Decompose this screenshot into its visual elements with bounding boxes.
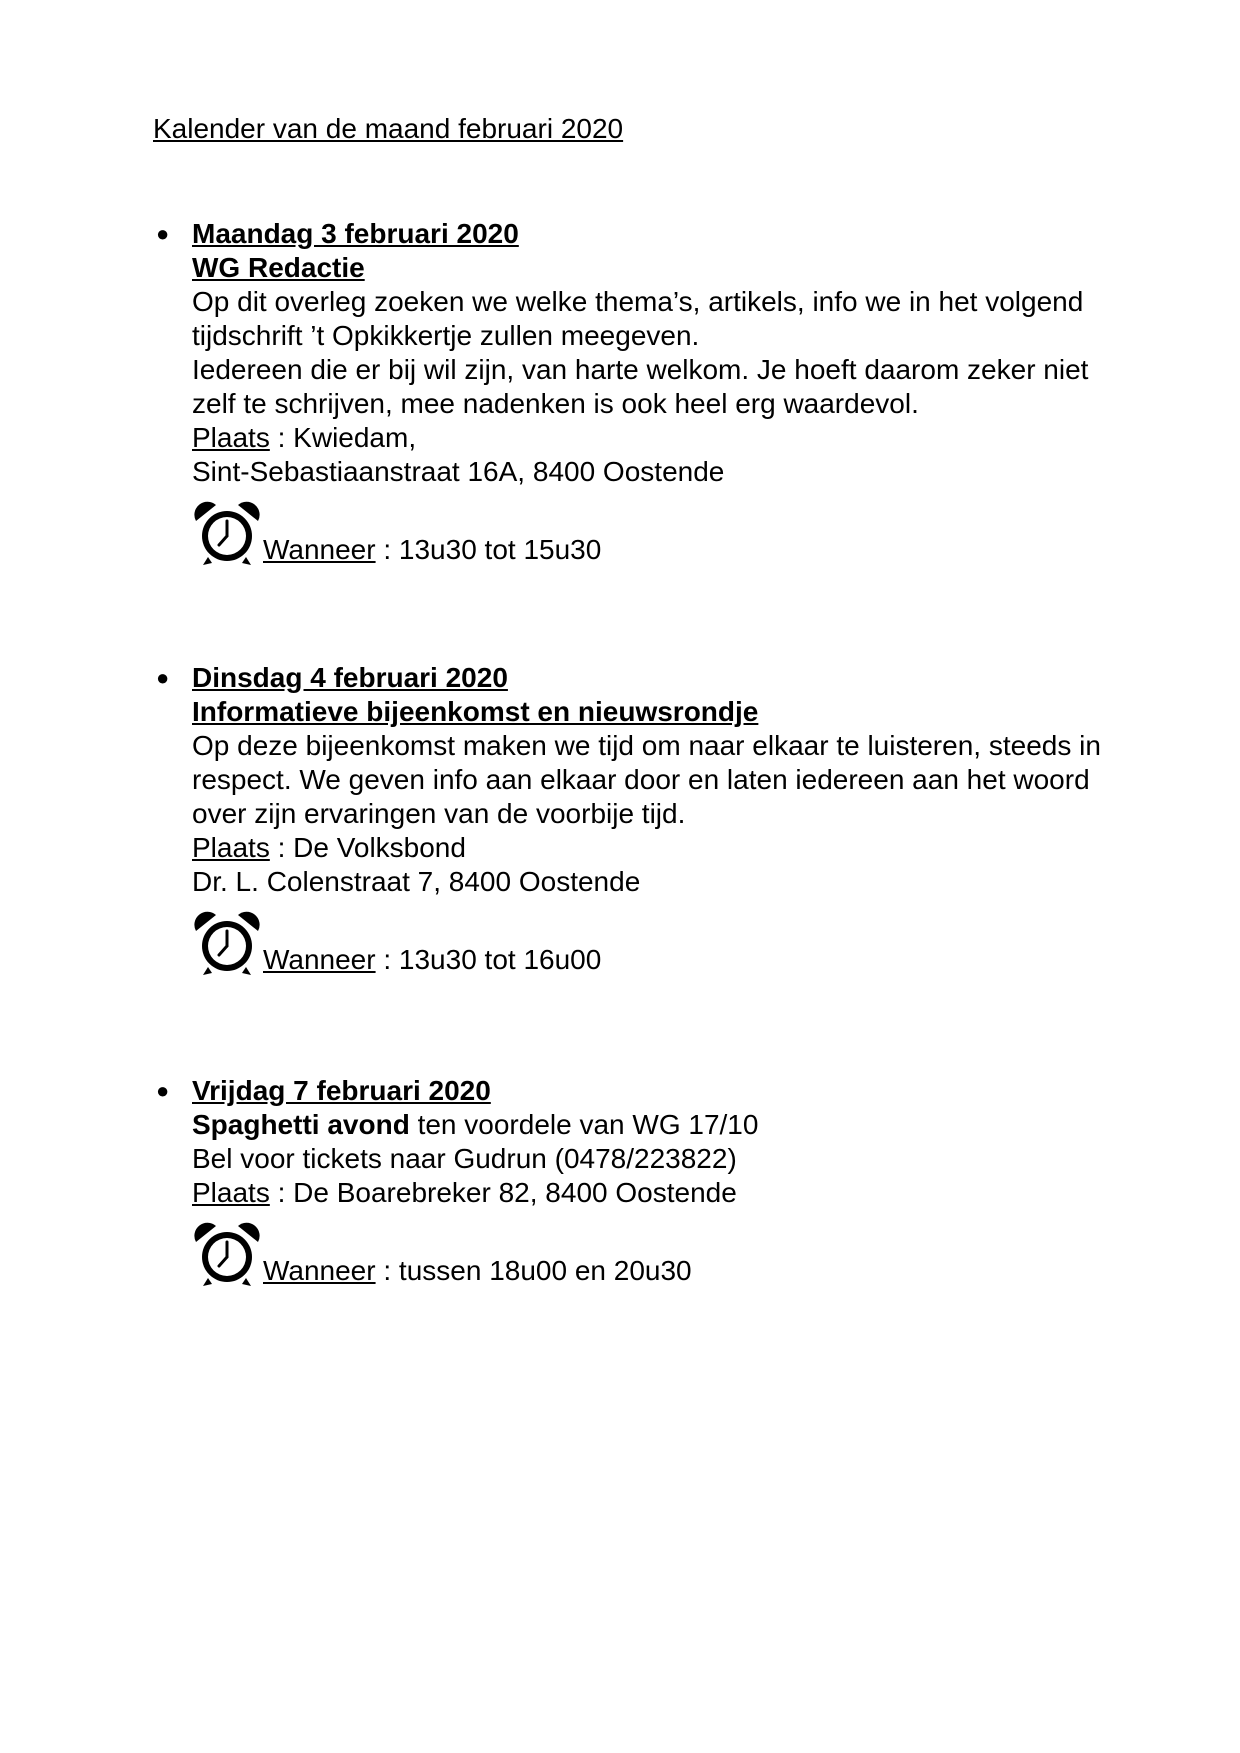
bullet: ● [156,665,170,690]
event-place [192,421,1153,455]
event-heading: WG Redactie [192,252,365,283]
place-value: : Kwiedam, [269,422,417,453]
event-description-line: Iedereen die er bij wil zijn, van harte welkom. Je hoeft daarom zeker niet [192,354,1089,385]
event-heading-bold: Spaghetti avond [192,1109,410,1140]
event-description-line: over zijn ervaringen van de voorbije tijd. [192,798,686,829]
when-label: Wanneer [263,534,376,565]
event-when [192,1210,1153,1290]
place-value: : De Volksbond [269,832,466,863]
event-date: Vrijdag 7 februari 2020 [192,1075,491,1106]
event-address: Dr. L. Colenstraat 7, 8400 Oostende [192,866,641,897]
event-date: Maandag 3 februari 2020 [192,218,519,249]
event-item [153,1074,1153,1290]
event-item [153,217,1153,569]
place-label: Plaats [192,422,270,453]
event-place [192,1176,1153,1210]
bullet: ● [156,221,170,246]
event-heading-rest: ten voordele van WG 17/10 [409,1109,759,1140]
when-value: : 13u30 tot 16u00 [375,944,602,975]
event-when [192,489,1153,569]
event-heading [192,1108,1153,1142]
alarm-clock-icon [192,1220,262,1290]
bullet: ● [156,1078,170,1103]
page-title: Kalender van de maand februari 2020 [153,113,624,144]
event-description-line: Bel voor tickets naar Gudrun (0478/223822) [192,1143,737,1174]
alarm-clock-icon [192,499,262,569]
event-when [192,899,1153,979]
when-label: Wanneer [263,1255,376,1286]
when-label: Wanneer [263,944,376,975]
when-value: : 13u30 tot 15u30 [375,534,602,565]
event-address: Sint-Sebastiaanstraat 16A, 8400 Oostende [192,456,725,487]
place-value: : De Boarebreker 82, 8400 Oostende [269,1177,737,1208]
alarm-clock-icon [192,909,262,979]
event-place [192,831,1153,865]
event-date: Dinsdag 4 februari 2020 [192,662,508,693]
place-label: Plaats [192,832,270,863]
when-value: : tussen 18u00 en 20u30 [375,1255,692,1286]
event-item [153,661,1153,979]
event-description-line: Op dit overleg zoeken we welke thema’s, artikels, info we in het volgend [192,286,1084,317]
event-description-line: respect. We geven info aan elkaar door en laten iedereen aan het woord [192,764,1090,795]
event-description-line: Op deze bijeenkomst maken we tijd om naar elkaar te luisteren, steeds in [192,730,1101,761]
event-description-line: zelf te schrijven, mee nadenken is ook heel erg waardevol. [192,388,919,419]
place-label: Plaats [192,1177,270,1208]
event-description-line: tijdschrift ’t Opkikkertje zullen meegeven. [192,320,700,351]
event-heading: Informatieve bijeenkomst en nieuwsrondje [192,696,759,727]
